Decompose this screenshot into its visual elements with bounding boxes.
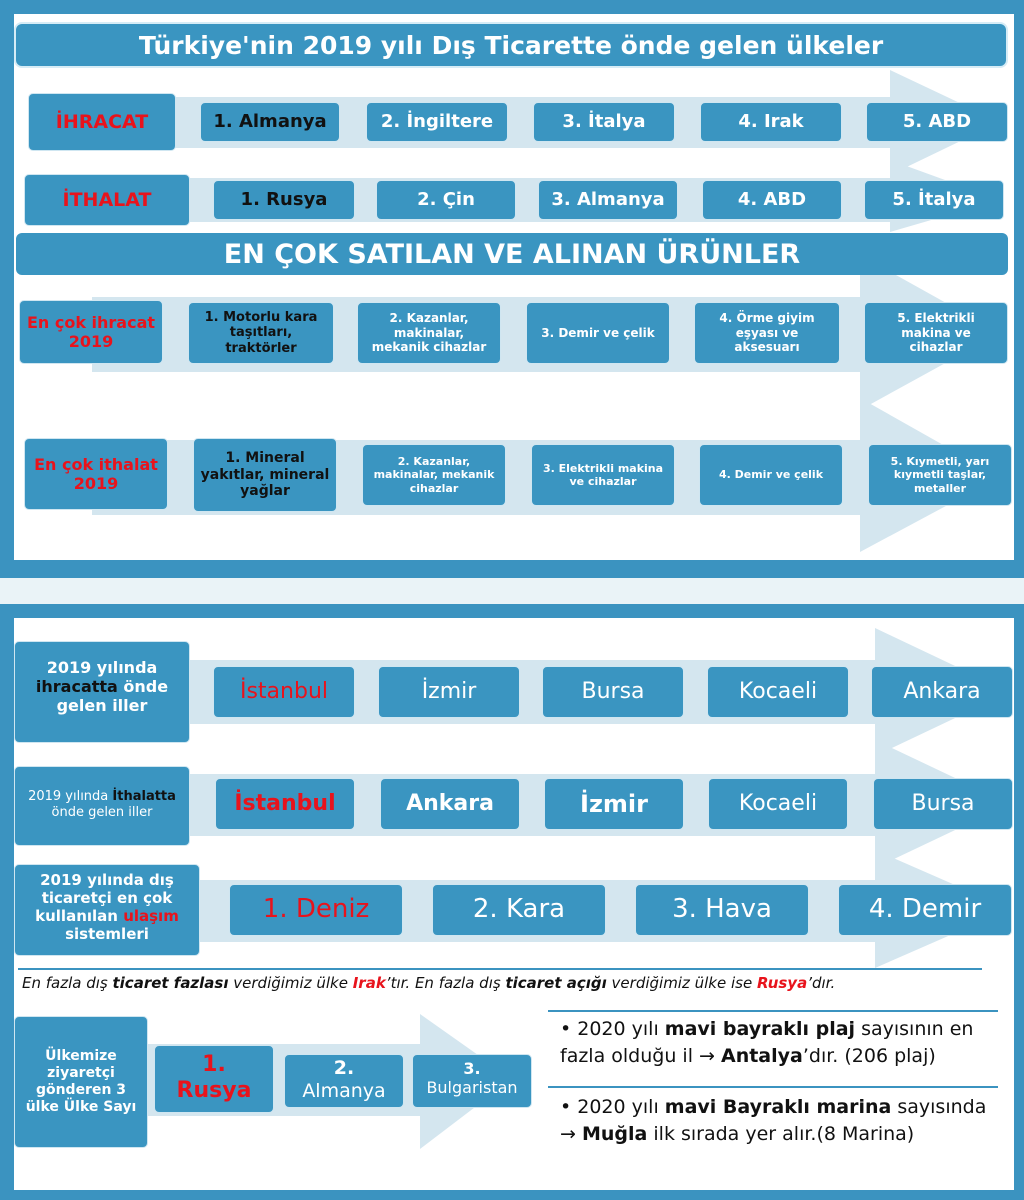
export-city-3: Bursa — [542, 666, 684, 718]
top-import-product-3: 3. Elektrikli makina ve cihazlar — [531, 444, 675, 506]
products-heading: EN ÇOK SATILAN VE ALINAN ÜRÜNLER — [16, 233, 1008, 275]
import-city-2: Ankara — [380, 778, 520, 830]
blue-flag-marina-bullet: • 2020 yılı mavi Bayraklı marina sayısında → Muğla ilk sırada yer alır.(8 Marina) — [560, 1096, 987, 1145]
top-export-product-2: 2. Kazanlar, makinalar, mekanik cihazlar — [357, 302, 501, 364]
transport-3: 3. Hava — [635, 884, 809, 936]
top-export-product-1: 1. Motorlu kara taşıtları, traktörler — [188, 302, 334, 364]
top-export-label: En çok ihracat 2019 — [19, 300, 163, 364]
import-label: İTHALAT — [24, 174, 190, 226]
export-label: İHRACAT — [28, 93, 176, 151]
import-country-4: 4. ABD — [702, 180, 842, 220]
import-cities-label: 2019 yılında İthalatta önde gelen iller — [14, 766, 190, 846]
export-cities-label: 2019 yılında ihracatta önde gelen iller — [14, 641, 190, 743]
export-city-1: İstanbul — [213, 666, 355, 718]
export-country-4: 4. Irak — [700, 102, 842, 142]
import-country-5: 5. İtalya — [864, 180, 1004, 220]
export-country-1: 1. Almanya — [200, 102, 340, 142]
top-import-label: En çok ithalat 2019 — [24, 438, 168, 510]
tourist-country-2: 2. Almanya — [284, 1054, 404, 1108]
transport-1: 1. Deniz — [229, 884, 403, 936]
top-export-product-3: 3. Demir ve çelik — [526, 302, 670, 364]
import-country-1: 1. Rusya — [213, 180, 355, 220]
top-import-product-1: 1. Mineral yakıtlar, mineral yağlar — [193, 438, 337, 512]
import-country-2: 2. Çin — [376, 180, 516, 220]
transport-label: 2019 yılında dış ticaretçi en çok kullanılan ulaşım sistemleri — [14, 864, 200, 956]
export-city-4: Kocaeli — [707, 666, 849, 718]
trade-balance-note: En fazla dış ticaret fazlası verdiğimiz ülke Irak’tır. En fazla dış ticaret açığı verdiğimiz ülke ise Rusya’dır. — [22, 974, 836, 992]
transport-2: 2. Kara — [432, 884, 606, 936]
top-export-product-4: 4. Örme giyim eşyası ve aksesuarı — [694, 302, 840, 364]
note-divider — [18, 968, 982, 970]
bullet1-rule — [548, 1010, 998, 1012]
import-city-1: İstanbul — [215, 778, 355, 830]
import-city-5: Bursa — [873, 778, 1013, 830]
top-import-product-2: 2. Kazanlar, makinalar, mekanik cihazlar — [362, 444, 506, 506]
top-import-product-5: 5. Kıymetli, yarı kıymetli taşlar, metaller — [868, 444, 1012, 506]
tourist-country-1: 1. Rusya — [154, 1045, 274, 1113]
export-country-2: 2. İngiltere — [366, 102, 508, 142]
tourist-label: Ülkemize ziyaretçi gönderen 3 ülke Ülke Sayı — [14, 1016, 148, 1148]
tourist-country-3: 3. Bulgaristan — [412, 1054, 532, 1108]
export-city-5: Ankara — [871, 666, 1013, 718]
top-import-product-4: 4. Demir ve çelik — [699, 444, 843, 506]
import-city-4: Kocaeli — [708, 778, 848, 830]
bullet2-rule — [548, 1086, 998, 1088]
import-city-3: İzmir — [544, 778, 684, 830]
top-export-product-5: 5. Elektrikli makina ve cihazlar — [864, 302, 1008, 364]
transport-4: 4. Demir — [838, 884, 1012, 936]
blue-flag-beach-bullet: • 2020 yılı mavi bayraklı plaj sayısının en fazla olduğu il → Antalya’dır. (206 plaj) — [560, 1018, 974, 1067]
export-city-2: İzmir — [378, 666, 520, 718]
slide-1-title: Türkiye'nin 2019 yılı Dış Ticarette önde gelen ülkeler — [14, 22, 1008, 68]
import-country-3: 3. Almanya — [538, 180, 678, 220]
export-country-5: 5. ABD — [866, 102, 1008, 142]
export-country-3: 3. İtalya — [533, 102, 675, 142]
